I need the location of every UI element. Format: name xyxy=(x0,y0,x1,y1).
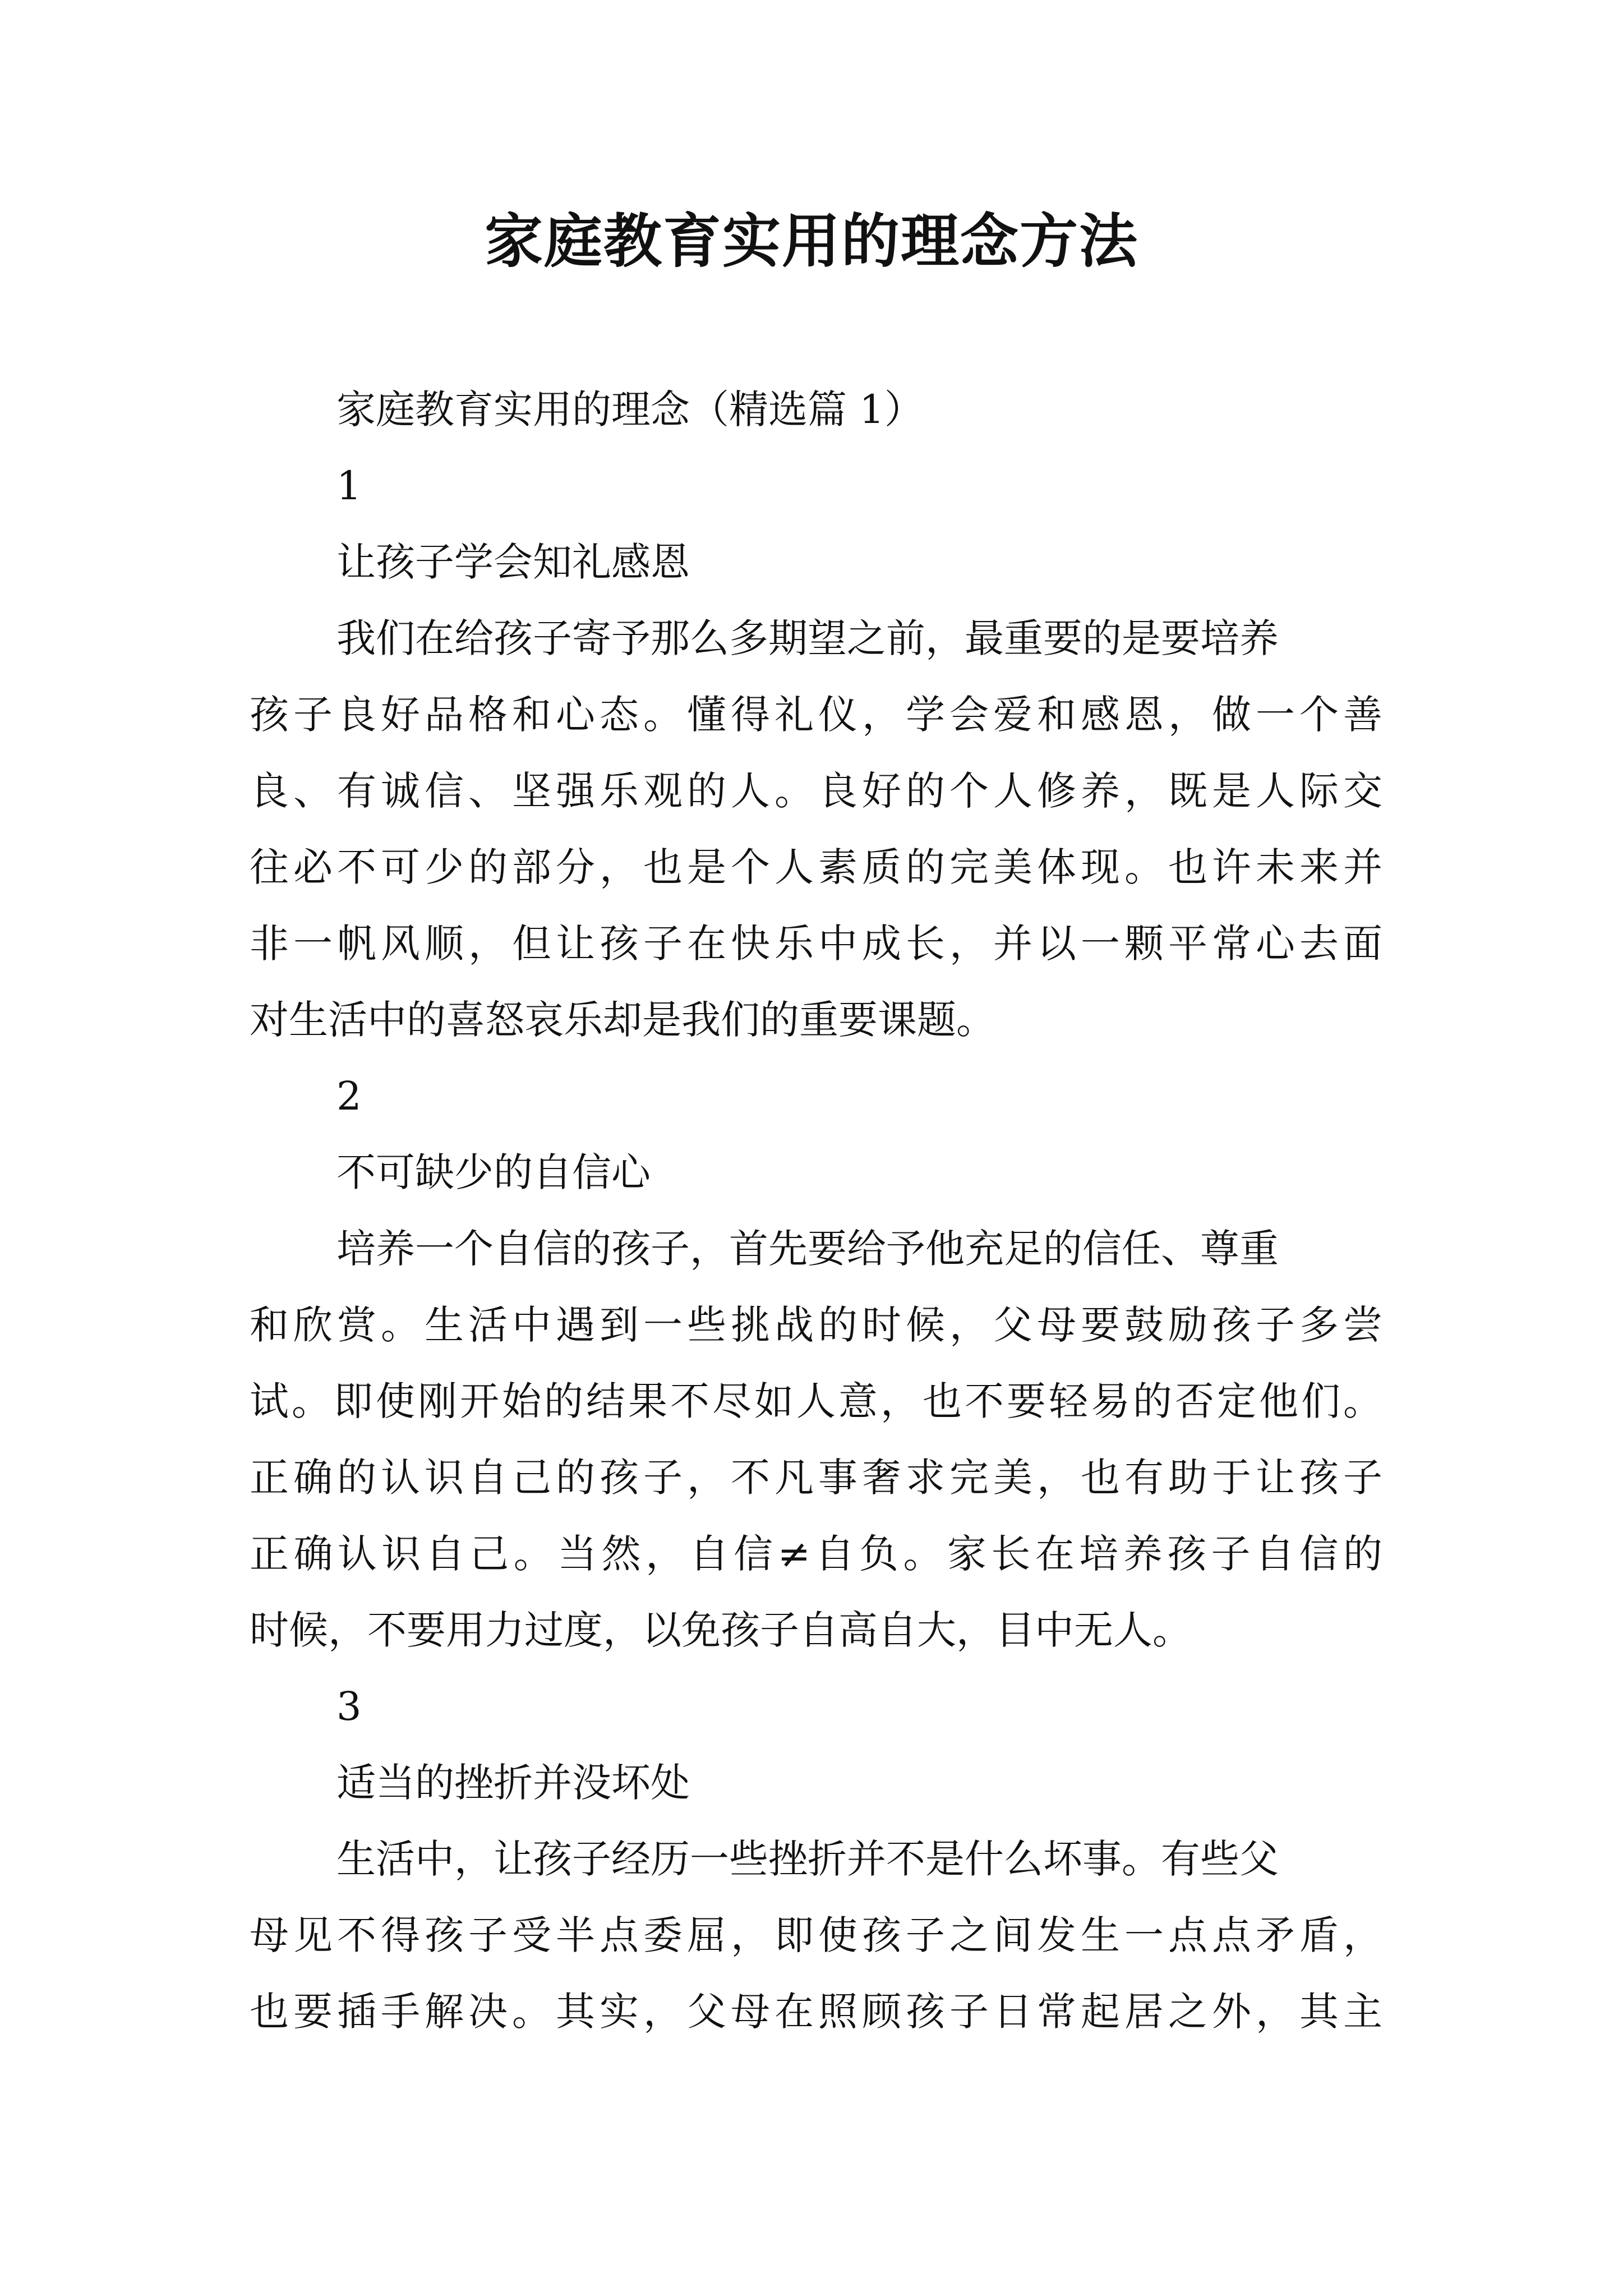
paragraph-line: 正确认识自己。当然，自信≠自负。家长在培养孩子自信的 xyxy=(250,1531,1382,1577)
paragraph-line: 正确的认识自己的孩子，不凡事奢求完美，也有助于让孩子 xyxy=(250,1455,1382,1501)
paragraph-line: 对生活中的喜怒哀乐却是我们的重要课题。 xyxy=(250,997,995,1043)
paragraph-line: 我们在给孩子寄予那么多期望之前，最重要的是要培养 xyxy=(336,615,1279,661)
section-heading: 不可缺少的自信心 xyxy=(336,1149,651,1195)
section-number: 1 xyxy=(336,463,362,509)
paragraph-line: 孩子良好品格和心态。懂得礼仪，学会爱和感恩，做一个善 xyxy=(250,692,1382,738)
subtitle: 家庭教育实用的理念（精选篇 1） xyxy=(336,386,924,432)
section-heading: 适当的挫折并没坏处 xyxy=(336,1760,690,1806)
document-body xyxy=(250,371,1382,2050)
section-heading: 让孩子学会知礼感恩 xyxy=(336,539,690,585)
paragraph-line: 时候，不要用力过度，以免孩子自高自大，目中无人。 xyxy=(250,1607,1192,1653)
paragraph-line: 试。即使刚开始的结果不尽如人意，也不要轻易的否定他们。 xyxy=(250,1378,1382,1424)
section-number: 2 xyxy=(336,1073,362,1119)
paragraph-line: 往必不可少的部分，也是个人素质的完美体现。也许未来并 xyxy=(250,844,1382,890)
paragraph-line: 生活中，让孩子经历一些挫折并不是什么坏事。有些父 xyxy=(336,1836,1279,1882)
paragraph-line: 非一帆风顺，但让孩子在快乐中成长，并以一颗平常心去面 xyxy=(250,921,1382,967)
document-title: 家庭教育实用的理念方法 xyxy=(484,206,1138,275)
paragraph-line: 培养一个自信的孩子，首先要给予他充足的信任、尊重 xyxy=(336,1226,1279,1272)
section-number: 3 xyxy=(336,1683,362,1729)
paragraph-line: 良、有诚信、坚强乐观的人。良好的个人修养，既是人际交 xyxy=(250,768,1382,814)
paragraph-line: 也要插手解决。其实，父母在照顾孩子日常起居之外，其主 xyxy=(250,1989,1382,2035)
paragraph-line: 母见不得孩子受半点委屈，即使孩子之间发生一点点矛盾， xyxy=(250,1912,1382,1958)
paragraph-line: 和欣赏。生活中遇到一些挑战的时候，父母要鼓励孩子多尝 xyxy=(250,1302,1382,1348)
